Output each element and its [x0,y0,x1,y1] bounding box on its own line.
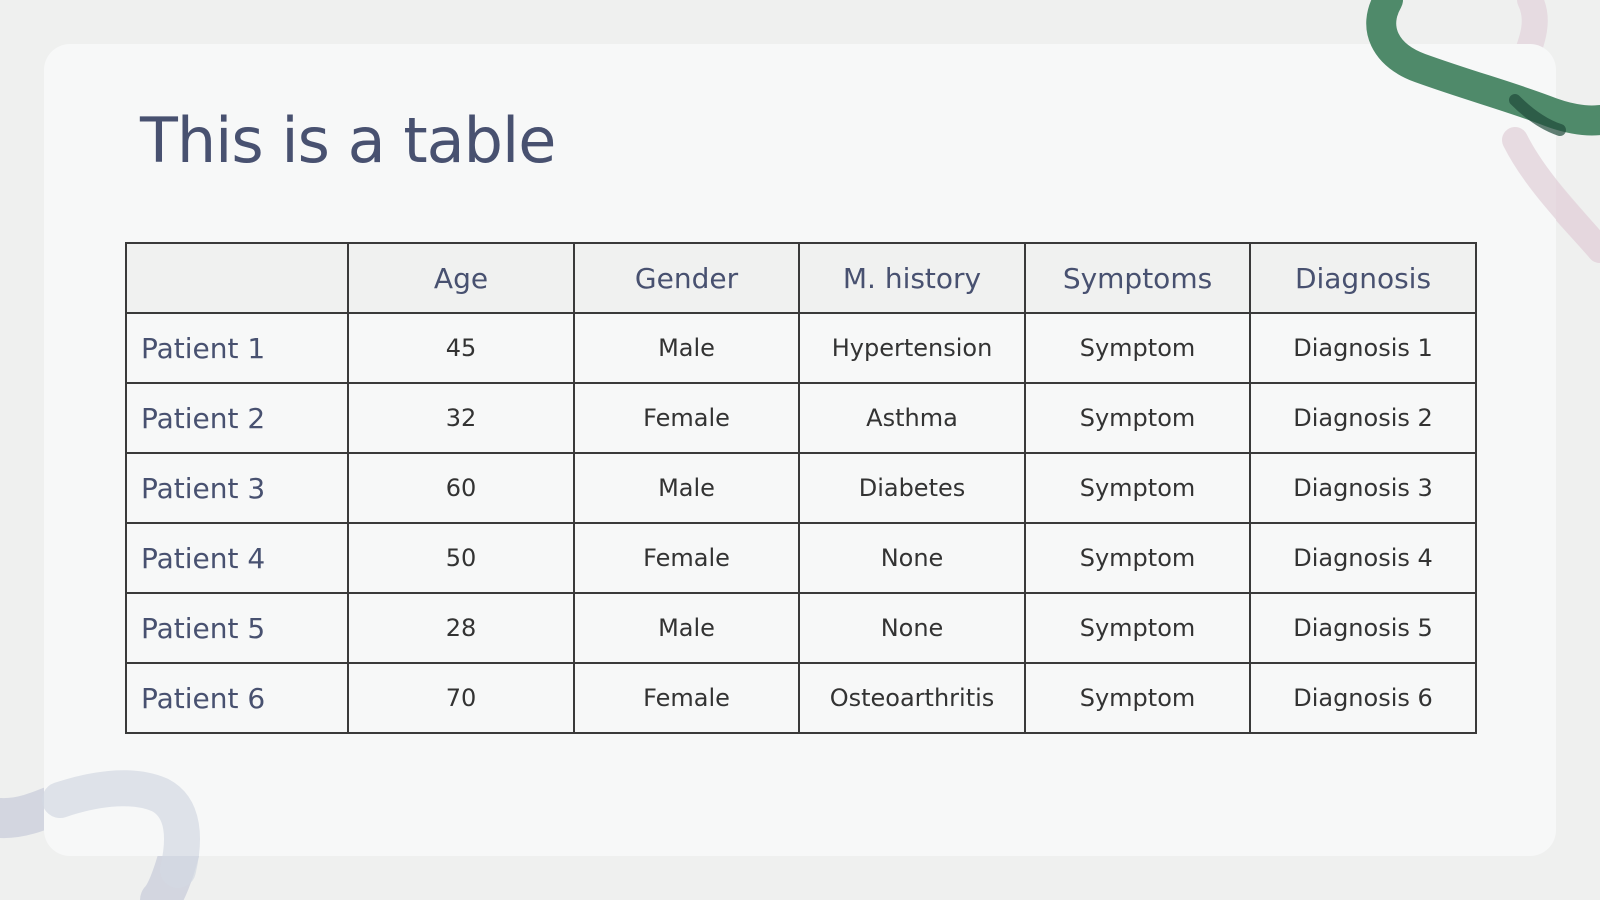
header-corner-cell [126,243,348,313]
table-row [126,383,1476,453]
table-row [126,523,1476,593]
age-cell: 50 [348,523,574,593]
medical-history-cell: Asthma [799,383,1025,453]
diagnosis-cell: Diagnosis 1 [1250,313,1476,383]
medical-history-cell: Hypertension [799,313,1025,383]
diagnosis-cell: Diagnosis 3 [1250,453,1476,523]
diagnosis-cell: Diagnosis 6 [1250,663,1476,733]
medical-history-cell: None [799,523,1025,593]
symptoms-cell: Symptom [1025,313,1250,383]
row-label: Patient 1 [126,313,348,383]
gender-cell: Male [574,453,799,523]
header-medical-history: M. history [799,243,1025,313]
gender-cell: Female [574,663,799,733]
symptoms-cell: Symptom [1025,523,1250,593]
symptoms-cell: Symptom [1025,663,1250,733]
gender-cell: Female [574,523,799,593]
row-label: Patient 6 [126,663,348,733]
gender-cell: Female [574,383,799,453]
table-row [126,663,1476,733]
symptoms-cell: Symptom [1025,593,1250,663]
row-label: Patient 3 [126,453,348,523]
header-symptoms: Symptoms [1025,243,1250,313]
row-label: Patient 5 [126,593,348,663]
medical-history-cell: Osteoarthritis [799,663,1025,733]
table-row [126,313,1476,383]
age-cell: 28 [348,593,574,663]
header-gender: Gender [574,243,799,313]
row-label: Patient 4 [126,523,348,593]
age-cell: 70 [348,663,574,733]
symptoms-cell: Symptom [1025,453,1250,523]
diagnosis-cell: Diagnosis 2 [1250,383,1476,453]
table-row [126,453,1476,523]
age-cell: 45 [348,313,574,383]
age-cell: 32 [348,383,574,453]
table-header-row [126,243,1476,313]
row-label: Patient 2 [126,383,348,453]
age-cell: 60 [348,453,574,523]
patient-table [125,242,1477,734]
diagnosis-cell: Diagnosis 5 [1250,593,1476,663]
medical-history-cell: None [799,593,1025,663]
medical-history-cell: Diabetes [799,453,1025,523]
gender-cell: Male [574,593,799,663]
gender-cell: Male [574,313,799,383]
slide-title: This is a table [140,104,556,177]
header-diagnosis: Diagnosis [1250,243,1476,313]
symptoms-cell: Symptom [1025,383,1250,453]
diagnosis-cell: Diagnosis 4 [1250,523,1476,593]
table-row [126,593,1476,663]
header-age: Age [348,243,574,313]
